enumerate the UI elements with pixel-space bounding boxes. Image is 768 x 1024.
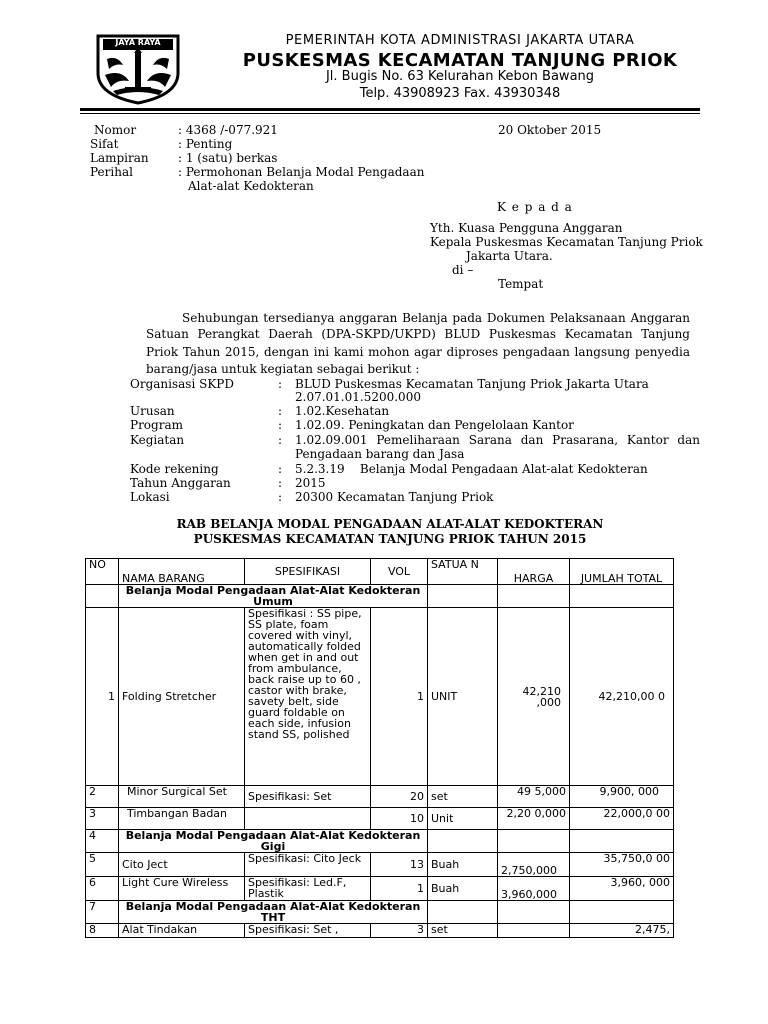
logo-text: JAYA RAYA <box>115 38 161 47</box>
org-colon: : <box>278 377 283 391</box>
section-empty <box>428 830 498 853</box>
section-empty <box>570 830 674 853</box>
row-jumlah-total: 9,900, 000 <box>570 786 674 808</box>
recipient-line3: Jakarta Utara. <box>466 249 553 263</box>
row-jumlah-total: 22,000,0 00 <box>570 808 674 830</box>
row-spesifikasi: Spesifikasi: Cito Jeck <box>245 853 371 877</box>
header-no: NO <box>86 559 119 585</box>
tahun-colon: : <box>278 476 283 490</box>
urusan-colon: : <box>278 404 283 418</box>
tahun-label: Tahun Anggaran <box>130 476 231 490</box>
recipient-line4: di – <box>452 263 474 277</box>
nomor-value: : 4368 /-077.921 <box>178 123 278 137</box>
lokasi-colon: : <box>278 490 283 504</box>
header-nama-barang: NAMA BARANG <box>119 559 245 585</box>
row-satuan: UNIT <box>428 608 498 786</box>
section-empty <box>498 830 570 853</box>
program-label: Program <box>130 418 183 432</box>
kepada-label: K e p a d a <box>497 200 573 214</box>
urusan-value: 1.02.Kesehatan <box>295 404 390 418</box>
row-satuan: set <box>428 786 498 808</box>
section-empty <box>570 901 674 924</box>
row-satuan: Unit <box>428 808 498 830</box>
table-row <box>86 808 674 830</box>
row-nama-barang: Light Cure Wireless <box>119 877 245 901</box>
row-nama-barang: Alat Tindakan <box>119 924 245 938</box>
section-empty <box>498 901 570 924</box>
org-value-line2: 2.07.01.01.5200.000 <box>295 390 421 404</box>
row-harga: 2,20 0,000 <box>498 808 570 830</box>
lampiran-value: : 1 (satu) berkas <box>178 151 278 165</box>
row-satuan: set <box>428 924 498 938</box>
table-row <box>86 924 674 938</box>
row-no: 4 <box>86 830 119 853</box>
table-row <box>86 877 674 901</box>
table-row <box>86 786 674 808</box>
row-vol: 13 <box>371 853 428 877</box>
table-header-row <box>86 559 674 585</box>
recipient-line2: Kepala Puskesmas Kecamatan Tanjung Priok <box>430 235 703 249</box>
row-jumlah-total: 2,475, <box>570 924 674 938</box>
header-spesifikasi: SPESIFIKASI <box>245 559 371 585</box>
section-label-tht: Belanja Modal Pengadaan Alat-Alat Kedokteran THT <box>119 901 428 924</box>
kode-value: 5.2.3.19 Belanja Modal Pengadaan Alat-alat Kedokteran <box>295 462 648 476</box>
row-nama-barang: Folding Stretcher <box>119 608 245 786</box>
program-value: 1.02.09. Peningkatan dan Pengelolaan Kantor <box>295 418 574 432</box>
institution-name: PUSKESMAS KECAMATAN TANJUNG PRIOK <box>242 50 678 71</box>
lokasi-value: 20300 Kecamatan Tanjung Priok <box>295 490 494 504</box>
table-row <box>86 608 674 786</box>
row-spesifikasi: Spesifikasi: Set <box>245 786 371 808</box>
row-satuan: Buah <box>428 877 498 901</box>
row-spesifikasi <box>245 808 371 830</box>
header-satuan: SATUA N <box>428 559 498 585</box>
row-no: 2 <box>86 786 119 808</box>
row-jumlah-total: 42,210,00 0 <box>570 608 674 786</box>
row-no: 5 <box>86 853 119 877</box>
kegiatan-colon: : <box>278 433 283 447</box>
row-harga: 2,750,000 <box>498 853 570 877</box>
row-harga: 42,210 ,000 <box>498 608 570 786</box>
letterhead-divider-thin <box>80 113 700 114</box>
section-label-umum: Belanja Modal Pengadaan Alat-Alat Kedokteran Umum <box>119 585 428 608</box>
row-nama-barang: Minor Surgical Set <box>119 786 245 808</box>
header-vol: VOL <box>371 559 428 585</box>
section-empty <box>498 585 570 608</box>
sifat-label: Sifat <box>90 137 119 151</box>
perihal-label: Perihal <box>90 165 133 179</box>
program-colon: : <box>278 418 283 432</box>
row-harga: 49 5,000 <box>498 786 570 808</box>
row-nama-barang: Timbangan Badan <box>119 808 245 830</box>
perihal-value-line1: : Permohonan Belanja Modal Pengadaan <box>178 165 425 179</box>
section-empty <box>570 585 674 608</box>
institution-address: Jl. Bugis No. 63 Kelurahan Kebon Bawang <box>325 69 595 84</box>
rab-title-line1: RAB BELANJA MODAL PENGADAAN ALAT-ALAT KEDOKTERAN <box>176 517 604 531</box>
letterhead-divider-thick <box>80 108 700 111</box>
row-no: 3 <box>86 808 119 830</box>
header-jumlah-total: JUMLAH TOTAL <box>570 559 674 585</box>
section-row-tht <box>86 901 674 924</box>
section-empty <box>428 901 498 924</box>
row-no: 8 <box>86 924 119 938</box>
row-no: 1 <box>86 608 119 786</box>
kode-colon: : <box>278 462 283 476</box>
rab-title-line2: PUSKESMAS KECAMATAN TANJUNG PRIOK TAHUN 2015 <box>193 532 587 546</box>
row-harga <box>498 924 570 938</box>
lokasi-label: Lokasi <box>130 490 170 504</box>
row-spesifikasi: Spesifikasi : SS pipe, SS plate, foam covered with vinyl, automatically folded when get in and out from ambulance, back raise up to 60 , castor with brake, savety belt, side guard foldable on each side, infusion stand SS, polished <box>245 608 371 786</box>
row-vol: 1 <box>371 877 428 901</box>
recipient-line5: Tempat <box>498 277 544 291</box>
institution-phone: Telp. 43908923 Fax. 43930348 <box>359 86 561 101</box>
kegiatan-value-line2: Pengadaan barang dan Jasa <box>295 447 465 461</box>
lampiran-label: Lampiran <box>90 151 149 165</box>
rab-table <box>85 558 674 938</box>
row-satuan: Buah <box>428 853 498 877</box>
row-no: 7 <box>86 901 119 924</box>
row-no: 6 <box>86 877 119 901</box>
letter-date: 20 Oktober 2015 <box>498 123 602 137</box>
kegiatan-label: Kegiatan <box>130 433 185 447</box>
org-label: Organisasi SKPD <box>130 377 234 391</box>
urusan-label: Urusan <box>130 404 175 418</box>
body-line2: Satuan Perangkat Daerah (DPA-SKPD/UKPD) BLUD Puskesmas Kecamatan Tanjung <box>146 327 690 341</box>
row-vol: 3 <box>371 924 428 938</box>
row-spesifikasi: Spesifikasi: Led.F, Plastik <box>245 877 371 901</box>
row-nama-barang: Cito Ject <box>119 853 245 877</box>
body-line3: Priok Tahun 2015, dengan ini kami mohon agar diproses pengadaan langsung penyedia <box>146 345 690 359</box>
table-row <box>86 853 674 877</box>
row-jumlah-total: 35,750,0 00 <box>570 853 674 877</box>
body-line4: barang/jasa untuk kegiatan sebagai berikut : <box>146 362 420 376</box>
row-vol: 10 <box>371 808 428 830</box>
body-line1: Sehubungan tersedianya anggaran Belanja pada Dokumen Pelaksanaan Anggaran <box>182 311 690 325</box>
header-harga: HARGA <box>498 559 570 585</box>
government-name: PEMERINTAH KOTA ADMINISTRASI JAKARTA UTARA <box>285 33 635 48</box>
row-jumlah-total: 3,960, 000 <box>570 877 674 901</box>
kegiatan-value-line1: 1.02.09.001 Pemeliharaan Sarana dan Prasarana, Kantor dan <box>295 433 700 447</box>
sifat-value: : Penting <box>178 137 233 151</box>
section-row-umum <box>86 585 674 608</box>
perihal-value-line2: Alat-alat Kedokteran <box>188 179 314 193</box>
section-no-empty <box>86 585 119 608</box>
recipient-line1: Yth. Kuasa Pengguna Anggaran <box>430 221 623 235</box>
org-value-line1: BLUD Puskesmas Kecamatan Tanjung Priok Jakarta Utara <box>295 377 649 391</box>
row-vol: 1 <box>371 608 428 786</box>
row-spesifikasi: Spesifikasi: Set , <box>245 924 371 938</box>
kode-label: Kode rekening <box>130 462 219 476</box>
section-empty <box>428 585 498 608</box>
section-row-gigi <box>86 830 674 853</box>
tahun-value: 2015 <box>295 476 326 490</box>
row-harga: 3,960,000 <box>498 877 570 901</box>
section-label-gigi: Belanja Modal Pengadaan Alat-Alat Kedokteran Gigi <box>119 830 428 853</box>
nomor-label: Nomor <box>94 123 137 137</box>
row-vol: 20 <box>371 786 428 808</box>
